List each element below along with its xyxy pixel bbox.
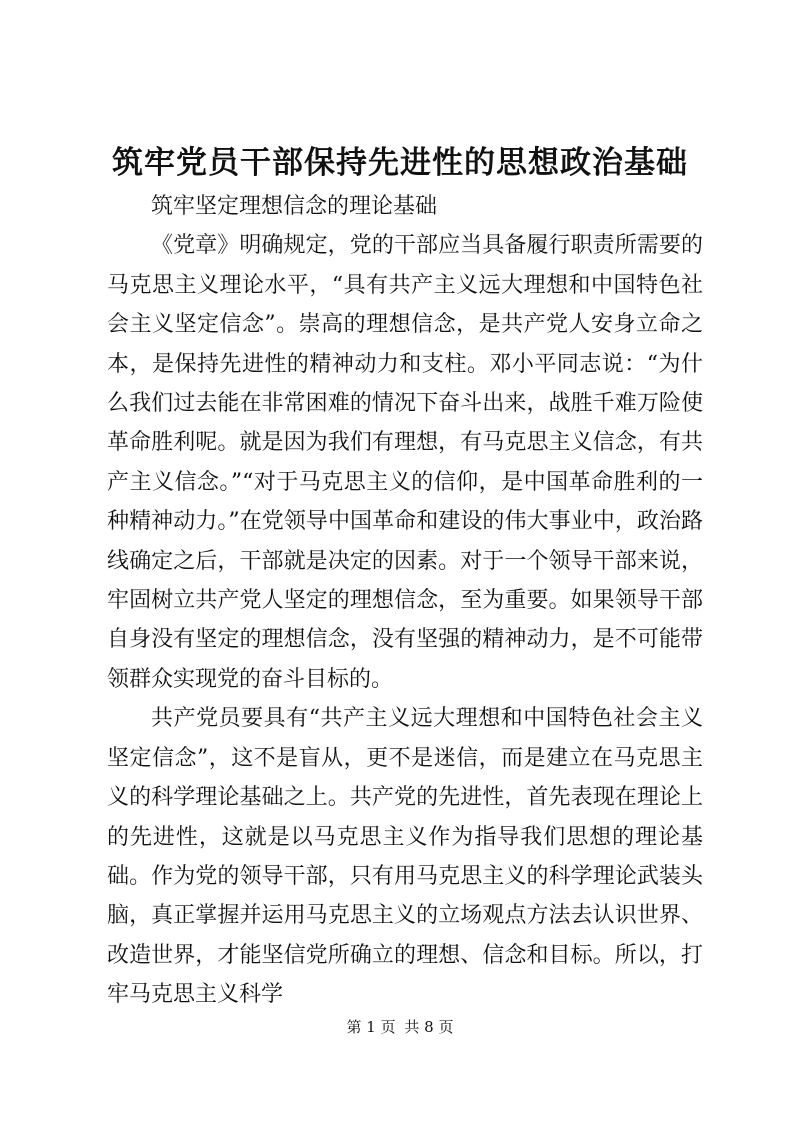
page-number: 第 1 页 xyxy=(346,1018,396,1036)
page-footer xyxy=(0,1017,800,1037)
paragraph-1: 《党章》明确规定，党的干部应当具备履行职责所需要的马克思主义理论水平，“具有共产主义远大理想和中国特色社会主义坚定信念”。崇高的理想信念，是共产党人安身立命之本，是保持先进性的精神动力和支柱。邓小平同志说：“为什么我们过去能在非常困难的情况下奋斗出来，战胜千难万险使革命胜利呢。就是因为我们有理想，有马克思主义信念，有共产主义信念。”“对于马克思主义的信仰，是中国革命胜利的一种精神动力。”在党领导中国革命和建设的伟大事业中，政治路线确定之后，干部就是决定的因素。对于一个领导干部来说，牢固树立共产党人坚定的理想信念，至为重要。如果领导干部自身没有坚定的理想信念，没有坚强的精神动力，是不可能带领群众实现党的奋斗目标的。 xyxy=(107,233,703,692)
document-body xyxy=(107,187,703,1015)
section-subheading: 筑牢坚定理想信念的理论基础 xyxy=(151,194,438,219)
page-total: 共 8 页 xyxy=(404,1018,454,1036)
document-title: 筑牢党员干部保持先进性的思想政治基础 xyxy=(112,145,688,181)
paragraph-2: 共产党员要具有“共产主义远大理想和中国特色社会主义坚定信念”，这不是盲从，更不是迷信，而是建立在马克思主义的科学理论基础之上。共产党的先进性，首先表现在理论上的先进性，这就是以马克思主义作为指导我们思想的理论基础。作为党的领导干部，只有用马克思主义的科学理论武装头脑，真正掌握并运用马克思主义的立场观点方法去认识世界、改造世界，才能坚信党所确立的理想、信念和目标。所以，打牢马克思主义科学 xyxy=(107,706,703,1008)
